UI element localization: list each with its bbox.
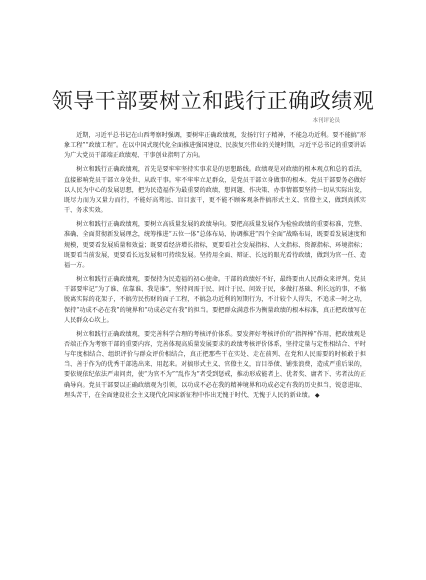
body-paragraph-text: 树立和践行正确政绩观，要完善科学合理的考核评价体系。要发挥好考核评价的“指挥棒”作用，把政绩观是否端正作为考察干部的重要内容，完善体现高质量发展要求的政绩考核评价体系，坚持定量与定性相结合、平时与年度相结合、组织评价与群众评价相结合，真正把那些干在实处、走在前列、在党和人民需要的时候敢于担当、善于作为的优秀干部选出来、用起来。对搞形式主义、官僚主义，盲目举债、铺张浪费，造成严重后果的，要依规依纪依法严肃问责，使“为官不为”“乱作为”者受到惩戒，推动形成能者上、优者奖、庸者下、劣者汰的正确导向。党员干部要以正确政绩观为引领，以功成不必在我的精神境界和功成必定有我的历史担当，锐意进取、埋头苦干，在全面建设社会主义现代化国家新征程中作出无愧于时代、无愧于人民的新业绩。 (64, 330, 366, 399)
body-paragraph: 树立和践行正确政绩观，要树立高质量发展的政绩导向。要把高质量发展作为检验政绩的重要标准，完整、准确、全面贯彻新发展理念，统筹推进“五位一体”总体布局、协调推进“四个全面”战略布局，既要看发展速度和规模，更要看发展质量和效益；既要看经济增长指标，更要看社会发展指标、人文指标、资源指标、环境指标；既要看当前发展，更要看长远发展和可持续发展。坚持用全面、辩证、长远的眼光看待政绩，做到为官一任、造福一方。 (64, 221, 366, 269)
article-title: 领导干部要树立和践行正确政绩观 (51, 89, 375, 113)
body-paragraph: 树立和践行正确政绩观，要保持为民造福的初心使命。干部的政绩好不好，最终要由人民群众来评判。党员干部要牢记“为了谁、依靠谁、我是谁”，坚持问需于民、问计于民、问效于民，多做打基础、利长远的事，不搞脱离实际的花架子，不搞劳民伤财的面子工程，不搞急功近利的短期行为，不计较个人得失，不追求一时之功，保持“功成不必在我”的境界和“功成必定有我”的担当。要把群众满意作为衡量政绩的根本标准，真正把政绩写在人民群众心坎上。 (64, 276, 366, 324)
article-byline: 本刊评论员 (312, 118, 340, 124)
end-mark-icon: ◆ (314, 391, 320, 399)
body-paragraph: 近期，习近平总书记在山西考察时强调，要树牢正确政绩观，发扬钉钉子精神，不能急功近利。要不能搞“形象工程”“政绩工程”。在以中国式现代化全面推进强国建设、民族复兴伟业的关键时期，习近平总书记的重要讲话为广大党员干部端正政绩观、干事创业指明了方向。 (64, 132, 366, 160)
body-paragraph: 树立和践行正确政绩观，首先是要牢牢坚持实事求是的思想路线。政绩观是对政绩的根本观点和总的看法，直接影响党员干部立身处世、从政干事。牢不牢牢立足群众，是党员干部立身做事的根本。党员干部要务必做好以人民为中心的发展思想，把为民造福作为最重要的政绩，想问题、作决策、办事情都要坚持一切从实际出发，既尽力而为又量力而行，不能好高骛远、盲目蛮干，更不能不顾客观条件搞形式主义、官僚主义，做到真抓实干、务求实效。 (64, 166, 366, 215)
article-body (64, 131, 366, 405)
body-paragraph (64, 330, 366, 401)
